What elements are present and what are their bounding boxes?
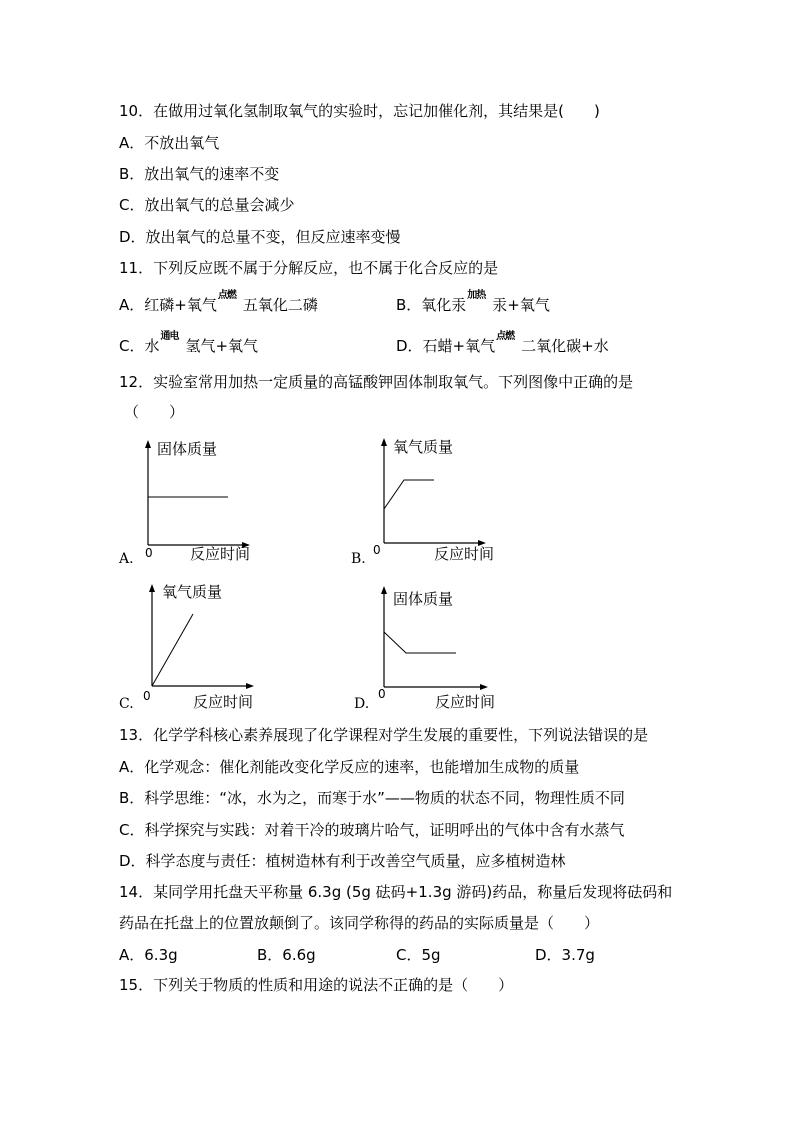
graph-d-ylabel: 固体质量 [393,590,454,608]
reaction-condition-arrow [159,331,185,356]
graph-b-ylabel: 氧气质量 [393,438,454,456]
graph-a-origin: 0 [145,546,153,560]
reaction-condition-arrow [466,290,492,315]
graph-d-origin: 0 [378,687,386,701]
q11-d-products: 二氧化碳+水 [521,337,609,355]
graph-b-letter: B. [351,551,366,567]
q11-d-condition: 点燃 [496,331,515,342]
q12-stem-line1: 12．实验室常用加热一定质量的高锰酸钾固体制取氧气。下列图像中正确的是 [119,373,634,391]
q11-b-condition: 加热 [467,290,486,301]
graph-d-letter: D. [354,696,370,712]
graph-a-letter: A. [119,551,134,567]
q11-c-reactants: C．水 [119,337,160,355]
q10-option-c: C．放出氧气的总量会减少 [119,196,295,214]
q14-option-b: B．6.6g [257,946,316,964]
q10-option-a: A．不放出氧气 [119,134,220,152]
graph-d-curve [384,632,456,653]
q11-c-condition: 通电 [160,331,179,342]
q13-option-d: D．科学态度与责任：植树造林有利于改善空气质量，应多植树造林 [119,852,566,870]
q10-stem: 10．在做用过氧化氢制取氧气的实验时，忘记加催化剂，其结果是( ) [119,102,600,120]
q12-stem-line2: （ ） [124,403,185,421]
q11-b-products: 汞+氧气 [492,296,550,314]
q14-option-c: C．5g [396,946,441,964]
q11-a-products: 五氧化二磷 [242,296,318,314]
graph-b-origin: 0 [373,543,381,557]
q11-option-b [396,290,550,315]
q14-stem-line1: 14．某同学用托盘天平称量 6.3g (5g 砝码+1.3g 游码)药品，称量后发现将砝码和 [119,883,673,901]
q11-option-a [119,290,318,315]
graph-d-xlabel: 反应时间 [435,693,496,711]
q14-option-d: D．3.7g [535,946,595,964]
graph-c-letter: C. [119,696,134,712]
q13-option-b: B．科学思维：“冰，水为之，而寒于水”——物质的状态不同，物理性质不同 [119,789,625,807]
q15-stem: 15．下列关于物质的性质和用途的说法不正确的是（ ） [119,976,514,994]
q10-option-d: D．放出氧气的总量不变，但反应速率变慢 [119,228,401,246]
graph-c-xlabel: 反应时间 [193,693,254,711]
q11-a-reactants: A．红磷+氧气 [119,296,217,314]
graph-c-origin: 0 [143,689,151,703]
q13-stem: 13．化学学科核心素养展现了化学课程对学生发展的重要性，下列说法错误的是 [119,726,649,744]
graph-a-ylabel: 固体质量 [157,440,218,458]
q11-stem: 11．下列反应既不属于分解反应，也不属于化合反应的是 [119,259,499,277]
q11-option-c [119,331,259,356]
reaction-condition-arrow [495,331,521,356]
q11-b-reactants: B．氧化汞 [396,296,467,314]
q10-option-b: B．放出氧气的速率不变 [119,165,280,183]
q14-stem-line2: 药品在托盘上的位置放颠倒了。该同学称得的药品的实际质量是（ ） [119,914,600,932]
graph-c-ylabel: 氧气质量 [162,583,223,601]
q11-c-products: 氢气+氧气 [185,337,259,355]
q11-option-d [396,331,609,356]
graph-b-curve [384,480,434,509]
graph-a-xlabel: 反应时间 [190,545,251,563]
reaction-condition-arrow [217,290,243,315]
q14-option-a: A．6.3g [119,946,178,964]
q13-option-a: A．化学观念：催化剂能改变化学反应的速率，也能增加生成物的质量 [119,758,580,776]
graph-c-curve [152,614,193,686]
q11-a-condition: 点燃 [217,290,236,301]
graph-b-xlabel: 反应时间 [434,545,495,563]
q13-option-c: C．科学探究与实践：对着干冷的玻璃片哈气，证明呼出的气体中含有水蒸气 [119,821,625,839]
q11-d-reactants: D．石蜡+氧气 [396,337,496,355]
